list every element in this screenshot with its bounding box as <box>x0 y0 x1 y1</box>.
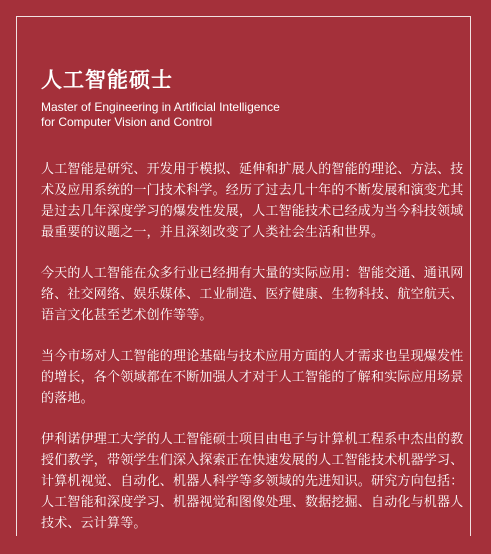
paragraph-applications: 今天的人工智能在众多行业已经拥有大量的实际应用：智能交通、通讯网络、社交网络、娱乐媒体、工业制造、医疗健康、生物科技、航空航天、语言文化甚至艺术创作等等。 <box>41 266 464 323</box>
paragraph-program: 伊利诺伊理工大学的人工智能硕士项目由电子与计算机工程系中杰出的教授们教学，带领学生们深入探索正在快速发展的人工智能技术机器学习、计算机视觉、自动化、机器人科学等多领域的先进知识。研究方向包括：人工智能和深度学习、机器视觉和图像处理、数据挖掘、自动化与机器人技术、云计算等。 <box>41 432 464 531</box>
page-subtitle <box>41 100 471 130</box>
main-content <box>41 66 471 554</box>
page-title: 人工智能硕士 <box>41 68 173 92</box>
paragraph-intro: 人工智能是研究、开发用于模拟、延伸和扩展人的智能的理论、方法、技术及应用系统的一门技术科学。经历了过去几十年的不断发展和演变尤其是过去几年深度学习的爆发性发展，人工智能技术已经成为当今科技领域最重要的议题之一，并且深刻改变了人类社会生活和世界。 <box>41 162 464 240</box>
body-text <box>41 159 471 534</box>
subtitle-line-1: Master of Engineering in Artificial Intelligence <box>41 100 280 114</box>
paragraph-market-demand: 当今市场对人工智能的理论基础与技术应用方面的人才需求也呈现爆发性的增长，各个领域都在不断加强人才对于人工智能的了解和实际应用场景的落地。 <box>41 349 464 406</box>
subtitle-line-2: for Computer Vision and Control <box>41 115 213 129</box>
